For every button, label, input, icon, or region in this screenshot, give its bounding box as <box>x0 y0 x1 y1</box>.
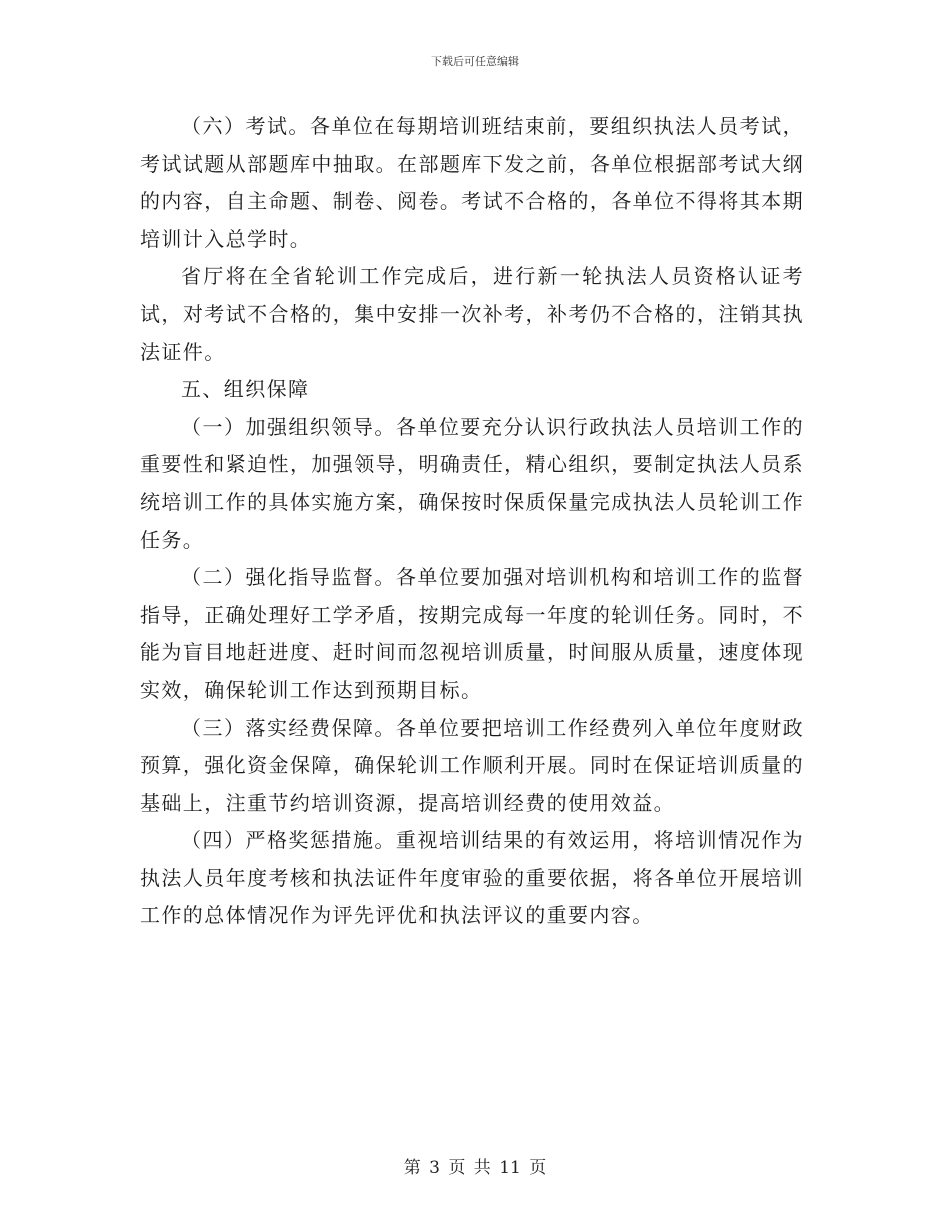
page-number: 第 3 页 共 11 页 <box>403 1158 547 1178</box>
paragraph-funding: （三）落实经费保障。各单位要把培训工作经费列入单位年度财政预算，强化资金保障，确保轮训工作顺利开展。同时在保证培训质量的基础上，注重节约培训资源，提高培训经费的使用效益。 <box>140 715 804 815</box>
paragraph-leadership: （一）加强组织领导。各单位要充分认识行政执法人员培训工作的重要性和紧迫性，加强领导，明确责任，精心组织，要制定执法人员系统培训工作的具体实施方案，确保按时保质保量完成执法人员轮训工作任务。 <box>140 414 804 552</box>
document-body <box>140 108 804 935</box>
paragraph-exam: （六）考试。各单位在每期培训班结束前，要组织执法人员考试，考试试题从部题库中抽取。在部题库下发之前，各单位根据部考试大纲的内容，自主命题、制卷、阅卷。考试不合格的，各单位不得将其本期培训计入总学时。 <box>140 114 804 251</box>
paragraph-rewards: （四）严格奖惩措施。重视培训结果的有效运用，将培训情况作为执法人员年度考核和执法证件年度审验的重要依据，将各单位开展培训工作的总体情况作为评先评优和执法评议的重要内容。 <box>140 828 804 928</box>
paragraph-supervision: （二）强化指导监督。各单位要加强对培训机构和培训工作的监督指导，正确处理好工学矛盾，按期完成每一年度的轮训任务。同时，不能为盲目地赶进度、赶时间而忽视培训质量，时间服从质量，速度体现实效，确保轮训工作达到预期目标。 <box>140 565 804 702</box>
paragraph-certification: 省厅将在全省轮训工作完成后，进行新一轮执法人员资格认证考试，对考试不合格的，集中安排一次补考，补考仍不合格的，注销其执法证件。 <box>140 264 804 364</box>
header-note: 下载后可任意编辑 <box>431 55 519 68</box>
section-heading-organization: 五、组织保障 <box>181 377 310 402</box>
